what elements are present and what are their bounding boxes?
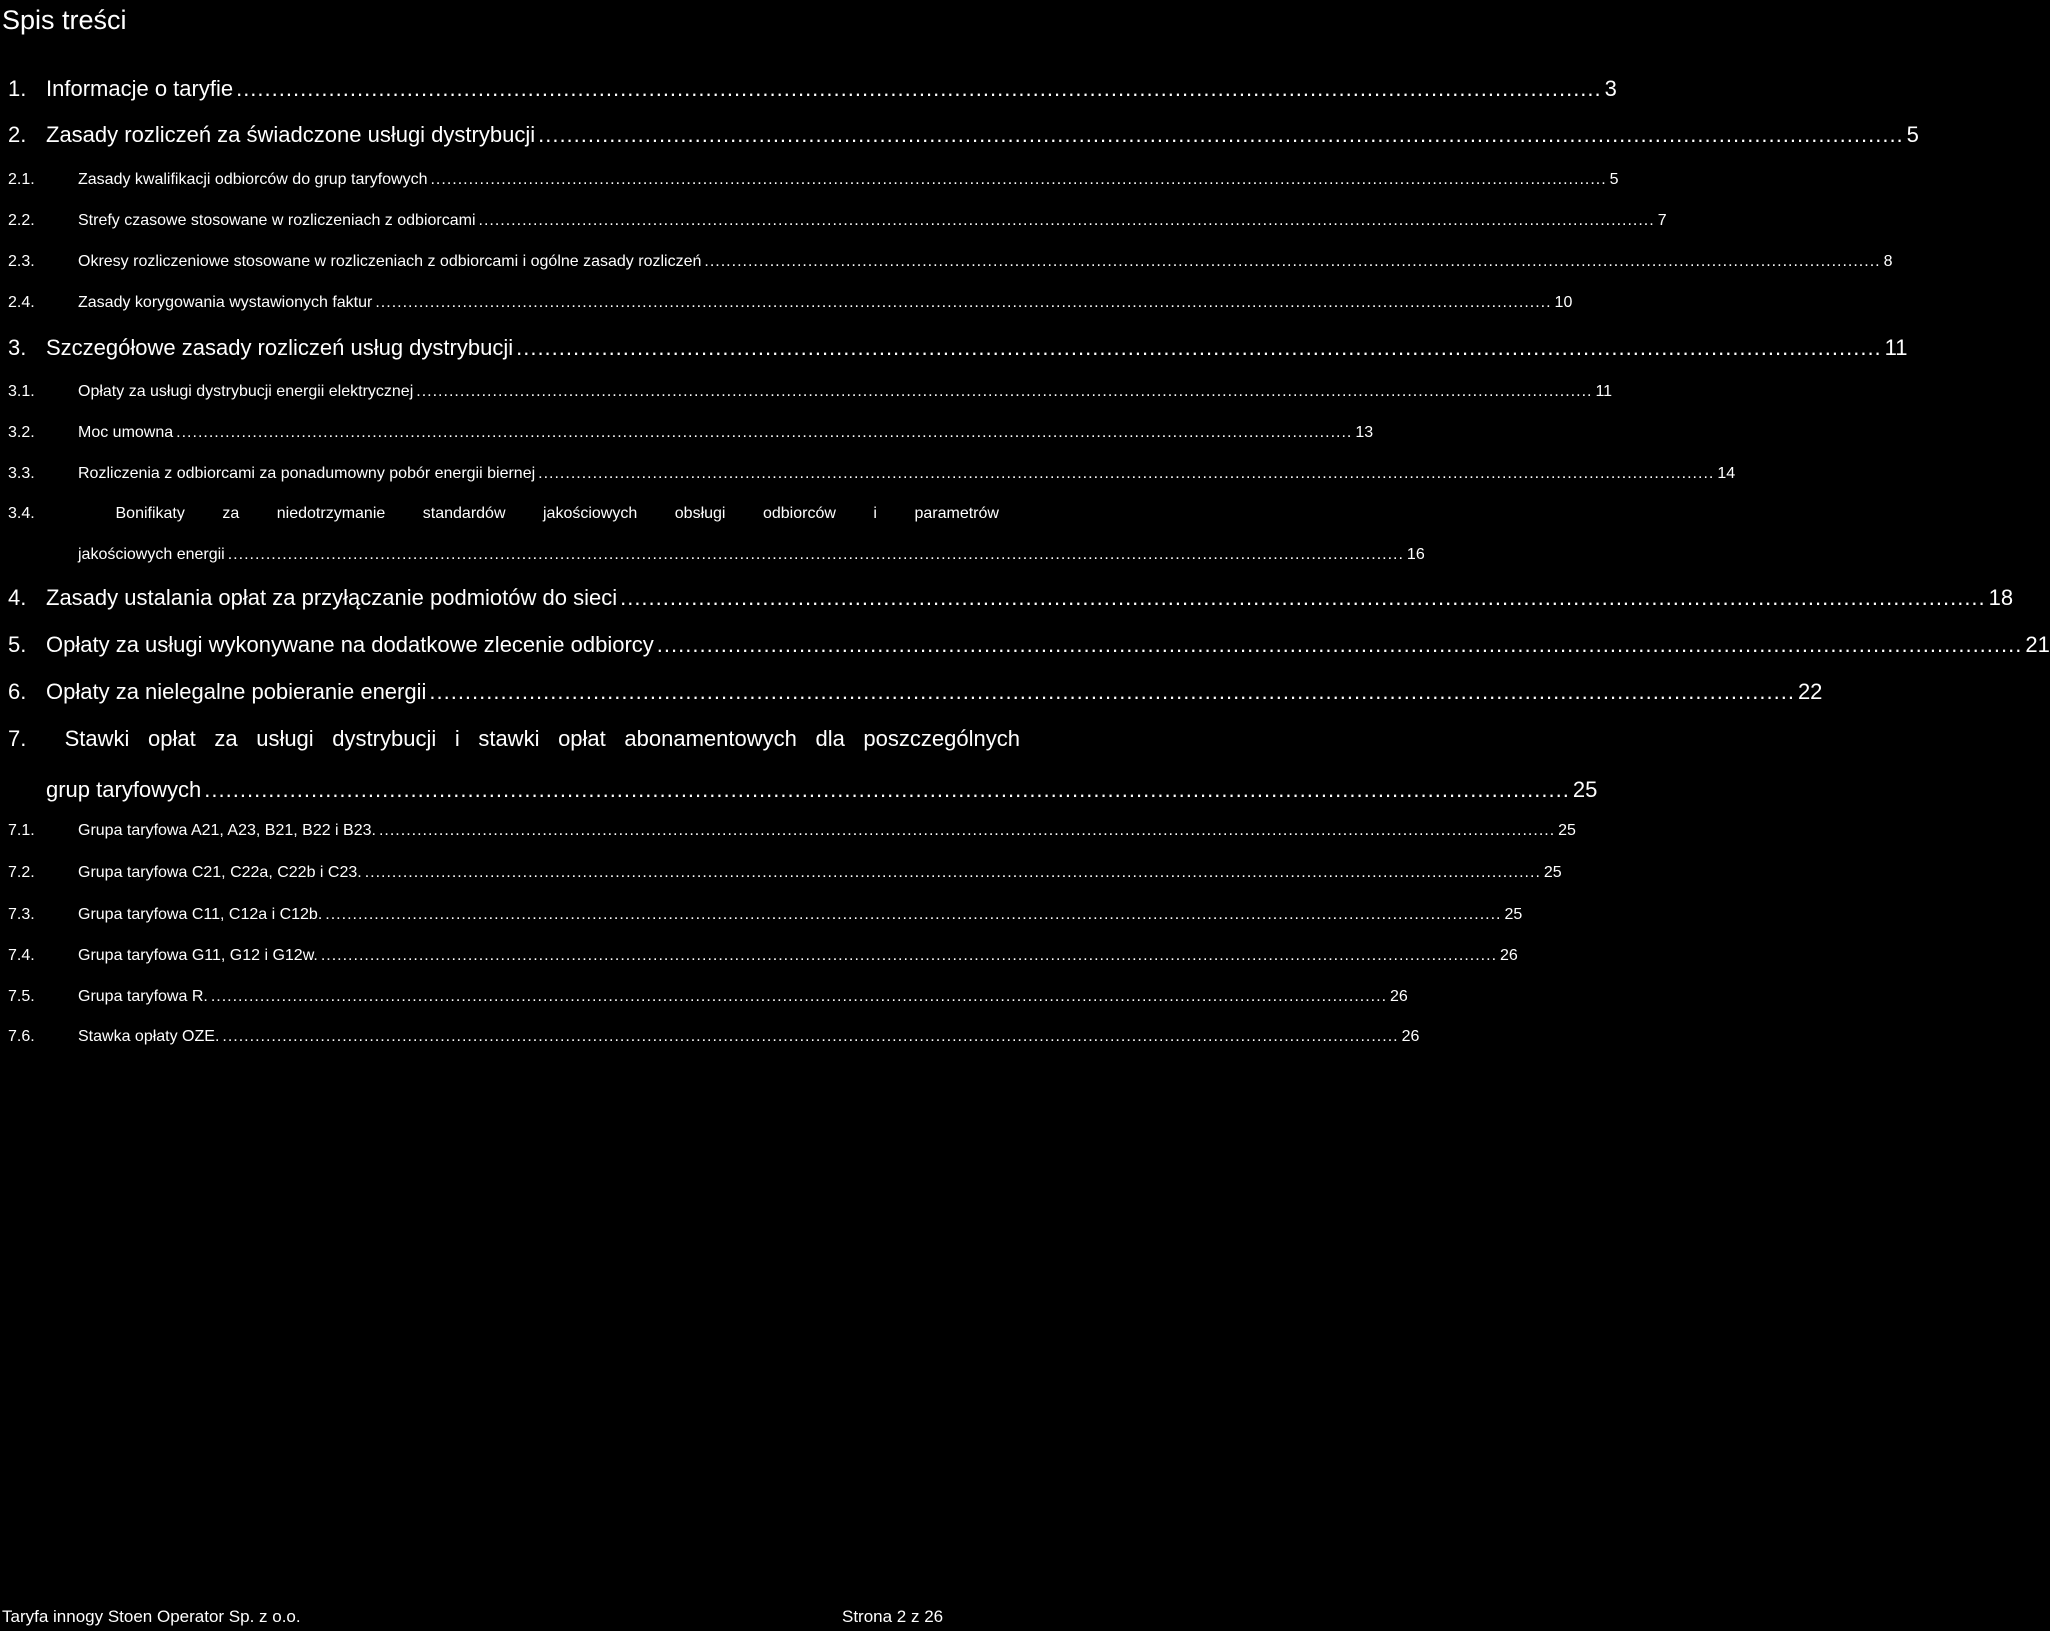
toc-title: Okresy rozliczeniowe stosowane w rozliczeniach z odbiorcami i ogólne zasady rozliczeń — [78, 253, 702, 270]
toc-word: i — [454, 726, 460, 751]
toc-title: jakościowych energii — [78, 546, 225, 563]
toc-number: 7.3. — [8, 906, 35, 923]
toc-entry-2-3[interactable] — [8, 253, 1893, 271]
footer-left: Taryfa innogy Stoen Operator Sp. z o.o. — [2, 1607, 301, 1626]
toc-page: 5 — [1906, 122, 1919, 147]
toc-title: grup taryfowych — [46, 777, 202, 802]
toc-entry-1[interactable] — [8, 76, 1617, 102]
toc-number: 3.3. — [8, 465, 35, 482]
toc-entry-7-4[interactable] — [8, 947, 1518, 965]
toc-number: 3. — [8, 335, 27, 360]
toc-title: Opłaty za usługi dystrybucji energii elektrycznej — [78, 383, 414, 400]
toc-word: poszczególnych — [863, 726, 1020, 751]
toc-word: abonamentowych — [624, 726, 797, 751]
toc-number: 3.4. — [8, 505, 35, 522]
toc-leader: ................................................................................................................................................................................................ — [516, 335, 1882, 360]
toc-number: 7.5. — [8, 988, 35, 1005]
toc-entry-7-3[interactable] — [8, 906, 1523, 924]
toc-entry-3-1[interactable] — [8, 383, 1613, 401]
toc-number: 1. — [8, 76, 27, 101]
toc-page: 25 — [1543, 864, 1562, 881]
toc-entry-2-4[interactable] — [8, 294, 1573, 312]
toc-page: 11 — [1595, 383, 1613, 400]
toc-entry-2-1[interactable] — [8, 171, 1619, 189]
toc-page: 21 — [2025, 632, 2050, 657]
toc-title: Rozliczenia z odbiorcami za ponadumowny pobór energii biernej — [78, 465, 536, 482]
toc-title: Szczegółowe zasady rozliczeń usług dystrybucji — [46, 335, 514, 360]
toc-word: opłat — [558, 726, 606, 751]
toc-leader: ................................................................................................................................................................................................ — [204, 777, 1570, 802]
toc-number: 2. — [8, 122, 27, 147]
toc-page: 11 — [1884, 335, 1908, 360]
toc-title: Grupa taryfowa C11, C12a i C12b. — [78, 906, 323, 923]
toc-leader: ........................................................................................................................................................................................................................ — [176, 424, 1353, 441]
toc-title: Moc umowna — [78, 424, 174, 441]
toc-entry-7-5[interactable] — [8, 988, 1408, 1006]
toc-page: 13 — [1355, 424, 1374, 441]
toc-title: Grupa taryfowa R. — [78, 988, 208, 1005]
toc-leader: ........................................................................................................................................................................................................................ — [375, 294, 1552, 311]
toc-entry-3-4-cont[interactable] — [78, 546, 1425, 564]
toc-leader: ........................................................................................................................................................................................................................ — [430, 171, 1607, 188]
toc-leader: ........................................................................................................................................................................................................................ — [364, 864, 1541, 881]
toc-leader: ........................................................................................................................................................................................................................ — [378, 822, 1556, 839]
toc-page: 22 — [1797, 679, 1823, 704]
toc-title: Stawka opłaty OZE. — [78, 1028, 220, 1045]
toc-page: 18 — [1988, 585, 2014, 610]
toc-leader: ........................................................................................................................................................................................................................ — [538, 465, 1715, 482]
toc-leader: ................................................................................................................................................................................................ — [620, 585, 1986, 610]
toc-word: Bonifikaty — [115, 505, 185, 522]
toc-entry-7-2[interactable] — [8, 864, 1562, 882]
toc-number: 7.1. — [8, 822, 35, 839]
toc-entry-3-2[interactable] — [8, 424, 1374, 442]
toc-page: 10 — [1554, 294, 1573, 311]
toc-page: 25 — [1558, 822, 1576, 839]
toc-entry-7-cont[interactable] — [46, 777, 1598, 803]
toc-page: 26 — [1500, 947, 1518, 964]
toc-title: Zasady ustalania opłat za przyłączanie podmiotów do sieci — [46, 585, 618, 610]
toc-word: za — [214, 726, 238, 751]
toc-title: Informacje o taryfie — [46, 76, 234, 101]
toc-word: dystrybucji — [332, 726, 437, 751]
toc-word: Stawki — [64, 726, 130, 751]
toc-entry-6[interactable] — [8, 679, 1823, 705]
toc-number: 4. — [8, 585, 27, 610]
toc-word: dla — [815, 726, 845, 751]
toc-entry-2-2[interactable] — [8, 212, 1667, 230]
toc-number: 3.2. — [8, 424, 35, 441]
toc-number: 5. — [8, 632, 27, 657]
toc-word: standardów — [422, 505, 506, 522]
footer-page-number: Strona 2 z 26 — [842, 1607, 944, 1626]
toc-entry-7-6[interactable] — [8, 1028, 1420, 1046]
toc-page: 3 — [1604, 76, 1617, 101]
toc-page: 26 — [1390, 988, 1408, 1005]
toc-number: 2.4. — [8, 294, 35, 311]
toc-entry-3-3[interactable] — [8, 465, 1736, 483]
toc-leader: ................................................................................................................................................................................................ — [429, 679, 1795, 704]
toc-page: 25 — [1504, 906, 1523, 923]
toc-page: 26 — [1401, 1028, 1420, 1045]
toc-leader: ........................................................................................................................................................................................................................ — [222, 1028, 1399, 1045]
toc-word: parametrów — [914, 505, 999, 522]
toc-number: 2.3. — [8, 253, 35, 270]
toc-leader: ........................................................................................................................................................................................................................ — [227, 546, 1404, 563]
toc-number: 7.2. — [8, 864, 35, 881]
toc-leader: ........................................................................................................................................................................................................................ — [478, 212, 1655, 229]
toc-leader: ........................................................................................................................................................................................................................ — [325, 906, 1502, 923]
page-title: Spis treści — [2, 5, 127, 35]
toc-word: jakościowych — [543, 505, 638, 522]
toc-page: 16 — [1406, 546, 1425, 563]
toc-entry-2[interactable] — [8, 122, 1919, 148]
toc-word: opłat — [148, 726, 196, 751]
toc-leader: ........................................................................................................................................................................................................................ — [704, 253, 1881, 270]
toc-title: Zasady rozliczeń za świadczone usługi dystrybucji — [46, 122, 536, 147]
toc-entry-3-4[interactable] — [8, 505, 999, 523]
toc-word: odbiorców — [762, 505, 836, 522]
toc-number: 7. — [8, 726, 27, 751]
toc-word: usługi — [256, 726, 314, 751]
toc-word: stawki — [478, 726, 540, 751]
toc-entry-3[interactable] — [8, 335, 1908, 361]
toc-title: Opłaty za usługi wykonywane na dodatkowe zlecenie odbiorcy — [46, 632, 654, 657]
toc-number: 2.2. — [8, 212, 35, 229]
toc-entry-7-1[interactable] — [8, 822, 1576, 840]
toc-word: obsługi — [674, 505, 726, 522]
toc-page: 14 — [1717, 465, 1736, 482]
toc-leader: ........................................................................................................................................................................................................................ — [210, 988, 1388, 1005]
toc-number: 2.1. — [8, 171, 35, 188]
toc-word: niedotrzymanie — [276, 505, 386, 522]
toc-number: 7.4. — [8, 947, 35, 964]
toc-entry-4[interactable] — [8, 585, 2014, 611]
toc-leader: ................................................................................................................................................................................................ — [656, 632, 2023, 657]
toc-page: 7 — [1657, 212, 1667, 229]
toc-number: 6. — [8, 679, 27, 704]
toc-title: Grupa taryfowa A21, A23, B21, B22 i B23. — [78, 822, 376, 839]
toc-leader: ........................................................................................................................................................................................................................ — [320, 947, 1498, 964]
toc-title: Zasady kwalifikacji odbiorców do grup taryfowych — [78, 171, 428, 188]
toc-title: Grupa taryfowa G11, G12 i G12w. — [78, 947, 318, 964]
toc-entry-5[interactable] — [8, 632, 2050, 658]
toc-title: Opłaty za nielegalne pobieranie energii — [46, 679, 427, 704]
toc-word: za — [222, 505, 240, 522]
toc-leader: ................................................................................................................................................................................................ — [538, 122, 1904, 147]
toc-word: i — [873, 505, 877, 522]
toc-title: Zasady korygowania wystawionych faktur — [78, 294, 373, 311]
toc-leader: ........................................................................................................................................................................................................................ — [416, 383, 1593, 400]
toc-page: 5 — [1609, 171, 1619, 188]
toc-title: Strefy czasowe stosowane w rozliczeniach z odbiorcami — [78, 212, 476, 229]
toc-number: 3.1. — [8, 383, 35, 400]
toc-leader: ................................................................................................................................................................................................ — [236, 76, 1602, 101]
toc-page: 8 — [1883, 253, 1893, 270]
toc-title: Grupa taryfowa C21, C22a, C22b i C23. — [78, 864, 362, 881]
toc-number: 7.6. — [8, 1028, 35, 1045]
toc-page: 25 — [1572, 777, 1598, 802]
toc-entry-7[interactable] — [8, 726, 1020, 752]
